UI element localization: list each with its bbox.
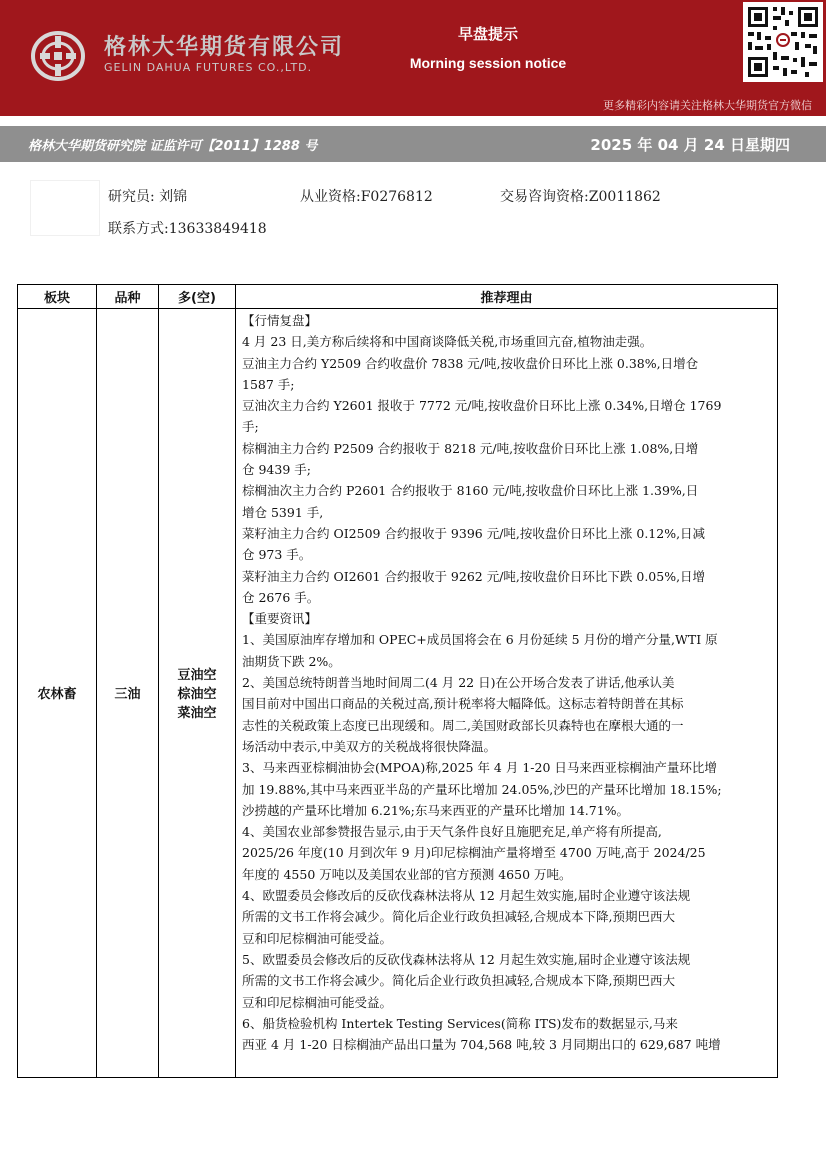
reason-line: 【行情复盘】 [242,313,318,328]
reason-line: 西亚 4 月 1-20 日棕榈油产品出口量为 704,568 吨,较 3 月同期出口的 629,687 吨增 [242,1037,721,1053]
reason-line: 年度的 4550 万吨以及美国农业部的官方预测 4650 万吨。 [242,866,572,882]
gelin-dahua-logo-icon [30,30,86,82]
notice-title-en: Morning session notice [409,55,567,71]
researcher-consult-qualification: 交易咨询资格:Z0011862 [500,189,661,205]
reason-line: 4、欧盟委员会修改后的反砍伐森林法将从 12 月起生效实施,届时企业遵守该法规 [242,888,691,904]
reason-line: 所需的文书工作将会减少。简化后企业行政负担减轻,合规成本下降,预期巴西大 [242,973,675,989]
reason-line: 【重要资讯】 [242,611,318,627]
reason-line: 1587 手; [242,376,295,392]
reason-line: 豆油次主力合约 Y2601 报收于 7772 元/吨,按收盘价日环比上涨 0.34%,日增仓 1769 [242,398,722,414]
wechat-qr-code-icon [743,2,823,82]
header-sector: 板块 [18,285,97,309]
reason-line: 5、欧盟委员会修改后的反砍伐森林法将从 12 月起生效实施,届时企业遵守该法规 [242,951,691,967]
reason-line: 手; [242,419,259,435]
reason-line: 菜籽油主力合约 OI2601 合约报收于 9262 元/吨,按收盘价日环比下跌 0.05%,日增 [242,568,706,584]
researcher-contact: 联系方式:13633849418 [108,221,267,237]
reason-line: 国目前对中国出口商品的关税过高,预计税率将大幅降低。这标志着特朗普在其标 [242,696,684,712]
institute-license: 格林大华期货研究院 证监许可【2011】1288 号 [28,139,318,154]
report-date: 2025 年 04 月 24 日星期四 [590,136,790,154]
reason-line: 2、美国总统特朗普当地时间周二(4 月 22 日)在公开场合发表了讲话,他承认美 [242,675,675,691]
follow-wechat-text: 更多精彩内容请关注格林大华期货官方微信 [603,99,812,112]
reason-cell [236,309,778,1078]
reason-line: 棕榈油主力合约 P2509 合约报收于 8218 元/吨,按收盘价日环比上涨 1.08%,日增 [242,440,699,456]
reason-line: 增仓 5391 手, [242,504,324,520]
reason-line [242,1055,773,1076]
table-header-row [18,285,778,309]
reason-line: 4、美国农业部参赞报告显示,由于天气条件良好且施肥充足,单产将有所提高, [242,824,662,840]
recommendation-table [17,284,778,1078]
reason-line: 菜籽油主力合约 OI2509 合约报收于 9396 元/吨,按收盘价日环比上涨 0.12%,日减 [242,525,706,541]
reason-line: 豆和印尼棕榈油可能受益。 [242,930,393,946]
direction-soybean-oil: 豆油空 [177,668,217,684]
reason-line: 1、美国原油库存增加和 OPEC+成员国将会在 6 月份延续 5 月份的增产分量,WTI 原 [242,632,718,648]
reason-line: 仓 973 手。 [242,547,312,563]
company-name-en: GELIN DAHUA FUTURES CO.,LTD. [104,61,313,74]
header-direction: 多(空) [159,285,236,309]
header-banner [0,0,826,116]
institute-bar [0,126,826,162]
header-reason: 推荐理由 [236,285,778,309]
reason-line: 3、马来西亚棕榈油协会(MPOA)称,2025 年 4 月 1-20 日马来西亚棕榈油产量环比增 [242,760,717,776]
follow-strip [0,93,826,116]
direction-rapeseed-oil: 菜油空 [177,706,217,722]
reason-line: 6、船货检验机构 Intertek Testing Services(简称 ITS)发布的数据显示,马来 [242,1015,678,1031]
reason-line: 豆和印尼棕榈油可能受益。 [242,994,393,1010]
sector-cell: 农林畜 [18,309,97,1078]
notice-title-cn: 早盘提示 [457,25,518,43]
reason-line: 所需的文书工作将会减少。简化后企业行政负担减轻,合规成本下降,预期巴西大 [242,909,675,925]
reason-line: 豆油主力合约 Y2509 合约收盘价 7838 元/吨,按收盘价日环比上涨 0.38%,日增仓 [242,355,699,371]
reason-line: 棕榈油次主力合约 P2601 合约报收于 8160 元/吨,按收盘价日环比上涨 1.39%,日 [242,483,699,499]
direction-palm-oil: 棕油空 [177,687,217,703]
researcher-name: 研究员: 刘锦 [108,189,188,205]
direction-cell [159,309,236,1078]
reason-line: 加 19.88%,其中马来西亚半岛的产量环比增加 24.05%,沙巴的产量环比增加 18.15%; [242,781,722,797]
reason-line: 沙捞越的产量环比增加 6.21%;东马来西亚的产量环比增加 14.71%。 [242,802,630,818]
reason-line: 油期货下跌 2%。 [242,653,341,669]
reason-line: 4 月 23 日,美方称后续将和中国商谈降低关税,市场重回亢奋,植物油走强。 [242,334,653,350]
table-row [18,309,778,1078]
researcher-qualification: 从业资格:F0276812 [300,189,433,205]
header-variety: 品种 [97,285,159,309]
reason-line: 仓 9439 手; [242,462,311,478]
photo-placeholder [30,180,100,236]
reason-line: 场活动中表示,中美双方的关税战将很快降温。 [242,738,496,754]
reason-line: 志性的关税政策上态度已出现缓和。周二,美国财政部长贝森特也在摩根大通的一 [242,717,684,733]
reason-line: 仓 2676 手。 [242,589,320,605]
reason-line: 2025/26 年度(10 月到次年 9 月)印尼棕榈油产量将增至 4700 万吨,高于 2024/25 [242,845,706,861]
variety-cell: 三油 [97,309,159,1078]
company-name-cn: 格林大华期货有限公司 [104,35,345,60]
